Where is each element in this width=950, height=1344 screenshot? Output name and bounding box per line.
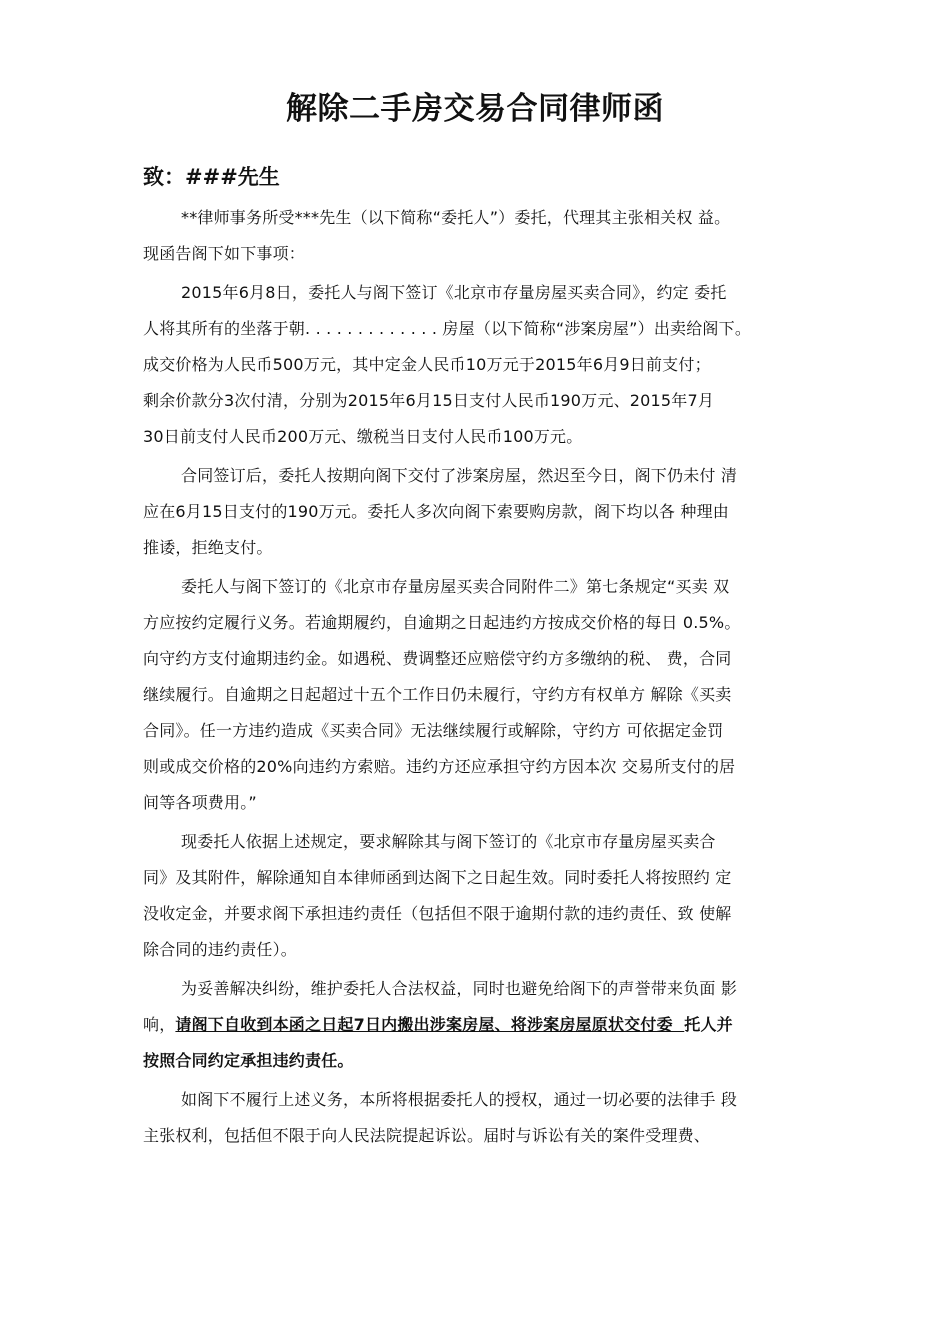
letter-title: 解除二手房交易合同律师函 xyxy=(286,91,664,127)
demand-emphasis-bold: 托人并 xyxy=(684,1015,733,1034)
paragraph-contract-clause xyxy=(143,569,819,821)
paragraph-demand xyxy=(143,971,819,1079)
text-line: 继续履行。自逾期之日起超过十五个工作日仍未履行，守约方有权单方 解除《买卖 xyxy=(143,685,732,704)
text-line: 除合同的违约责任）。 xyxy=(143,940,298,959)
text-line: 如阁下不履行上述义务，本所将根据委托人的授权，通过一切必要的法律手 段 xyxy=(181,1090,738,1109)
text-line: 剩余价款分3次付清，分别为2015年6月15日支付人民币190万元、2015年7月 xyxy=(143,391,715,410)
text-line: 人将其所有的坐落于朝. . . . . . . . . . . . . 房屋（以下简称“涉案房屋”）出卖给阁下。 xyxy=(143,319,752,338)
text-line: 主张权利，包括但不限于向人民法院提起诉讼。届时与诉讼有关的案件受理费、 xyxy=(143,1126,711,1145)
paragraph-nonpayment xyxy=(143,458,819,566)
paragraph-contract-terms xyxy=(143,275,819,455)
demand-lead-text: 响， xyxy=(143,1015,176,1034)
text-line: 推诿，拒绝支付。 xyxy=(143,538,273,557)
paragraph-termination xyxy=(143,824,819,968)
text-line: **律师事务所受***先生（以下简称“委托人”）委托，代理其主张相关权 益。 xyxy=(181,208,731,227)
text-line xyxy=(143,1007,819,1043)
demand-emphasis-underlined: 请阁下自收到本函之日起7日内搬出涉案房屋、将涉案房屋原状交付委 xyxy=(175,1015,685,1034)
text-line: 向守约方支付逾期违约金。如遇税、费调整还应赔偿守约方多缴纳的税、 费，合同 xyxy=(143,649,732,668)
text-line: 成交价格为人民币500万元，其中定金人民币10万元于2015年6月9日前支付； xyxy=(143,355,711,374)
text-line: 则或成交价格的20%向违约方索赔。违约方还应承担守约方因本次 交易所支付的居 xyxy=(143,757,736,776)
text-line: 30日前支付人民币200万元、缴税当日支付人民币100万元。 xyxy=(143,427,583,446)
text-line: 合同》。任一方违约造成《买卖合同》无法继续履行或解除，守约方 可依据定金罚 xyxy=(143,721,724,740)
paragraph-legal-action xyxy=(143,1082,819,1154)
letter-body xyxy=(143,200,819,1157)
text-line: 为妥善解决纠纷，维护委托人合法权益，同时也避免给阁下的声誉带来负面 影 xyxy=(181,979,738,998)
text-line: 现委托人依据上述规定，要求解除其与阁下签订的《北京市存量房屋买卖合 xyxy=(181,832,716,851)
text-line: 合同签订后，委托人按期向阁下交付了涉案房屋，然迟至今日，阁下仍未付 清 xyxy=(181,466,738,485)
text-line: 间等各项费用。” xyxy=(143,793,257,812)
text-line: 没收定金，并要求阁下承担违约责任（包括但不限于逾期付款的违约责任、致 使解 xyxy=(143,904,732,923)
text-line: 现函告阁下如下事项： xyxy=(143,244,306,263)
text-line: 同》及其附件，解除通知自本律师函到达阁下之日起生效。同时委托人将按照约 定 xyxy=(143,868,732,887)
text-line: 2015年6月8日，委托人与阁下签订《北京市存量房屋买卖合同》，约定 委托 xyxy=(181,283,727,302)
text-line: 按照合同约定承担违约责任。 xyxy=(143,1051,354,1070)
text-line: 方应按约定履行义务。若逾期履约，自逾期之日起违约方按成交价格的每日 0.5%。 xyxy=(143,613,741,632)
text-line: 应在6月15日支付的190万元。委托人多次向阁下索要购房款，阁下均以各 种理由 xyxy=(143,502,729,521)
letter-recipient: 致：###先生 xyxy=(143,165,280,189)
paragraph-engagement xyxy=(143,200,819,272)
text-line: 委托人与阁下签订的《北京市存量房屋买卖合同附件二》第七条规定“买卖 双 xyxy=(181,577,730,596)
